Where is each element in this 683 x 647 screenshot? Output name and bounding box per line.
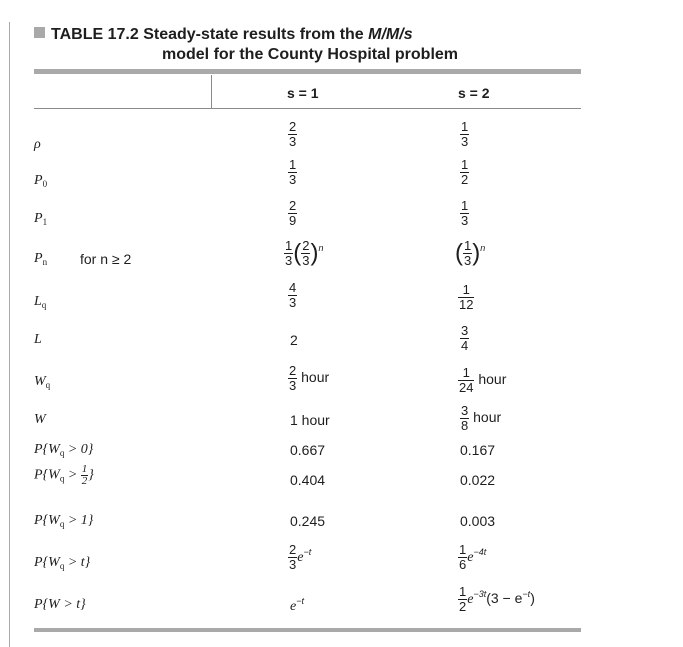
row-label-pwqhalf: $P\{W_q$ > $\frac{1}{2}$ } bbox=[34, 463, 94, 487]
col-header-s2: s = 2 bbox=[458, 85, 490, 101]
row-label-w: W bbox=[34, 412, 46, 427]
s1-pwqt: $\frac{2}{3}$ $e^{-t}$ bbox=[289, 542, 312, 572]
row-label-p1: $P_1$ bbox=[34, 211, 48, 227]
row-label-pwqt: $P\{W_q > t\}$ bbox=[34, 555, 91, 571]
bottom-rule bbox=[34, 628, 581, 632]
s2-lq: $\frac{1}{12}$ bbox=[459, 282, 474, 312]
s2-p1: $\frac{1}{3}$ bbox=[461, 198, 469, 228]
s2-p0: $\frac{1}{2}$ bbox=[461, 157, 469, 187]
s2-pwqt: $\frac{1}{6}$ $e^{-4t}$ bbox=[459, 542, 487, 572]
s1-w: 1 hour bbox=[290, 412, 330, 428]
s1-p0: $\frac{1}{3}$ bbox=[289, 157, 297, 187]
s2-rho: $\frac{1}{3}$ bbox=[461, 119, 469, 149]
s1-pwq0: 0.667 bbox=[290, 442, 326, 458]
top-rule bbox=[34, 69, 581, 74]
s2-w: $\frac{3}{8}$ hour bbox=[461, 403, 502, 433]
row-label-pwt: P{W > t} bbox=[34, 597, 86, 612]
header-rule bbox=[34, 108, 581, 109]
header-column-separator bbox=[211, 75, 212, 109]
s2-pwqhalf: 0.022 bbox=[460, 472, 496, 488]
s1-wq: $\frac{2}{3}$ hour bbox=[289, 363, 330, 393]
pn-condition: for n ≥ 2 bbox=[80, 251, 132, 267]
s1-p1: $\frac{2}{9}$ bbox=[289, 198, 297, 228]
s2-pn: ( $\frac{1}{3}$ )$^n$ bbox=[455, 238, 486, 268]
s1-pwt: $e^{-t}$ bbox=[290, 596, 304, 614]
row-label-pn: $P_n$ for n ≥ 2 bbox=[34, 251, 132, 267]
s2-pwq0: 0.167 bbox=[460, 442, 496, 458]
table-label: TABLE 17.2 bbox=[51, 26, 139, 43]
title-model: M/M/s bbox=[368, 26, 413, 43]
table-title bbox=[34, 25, 459, 63]
col-header-s1: s = 1 bbox=[287, 85, 319, 101]
title-line1: Steady-state results from the bbox=[143, 26, 369, 43]
row-label-p0: $P_0$ bbox=[34, 173, 48, 189]
row-label-lq: $L_q$ bbox=[34, 294, 47, 310]
s1-pwq1: 0.245 bbox=[290, 513, 326, 529]
left-margin-rule bbox=[9, 22, 10, 647]
row-label-pwq1: $P\{W_q > 1\}$ bbox=[34, 513, 94, 529]
s1-pwqhalf: 0.404 bbox=[290, 472, 326, 488]
s1-pn: $\frac{1}{3}$ ( $\frac{2}{3}$ )$^n$ bbox=[285, 238, 324, 268]
s2-wq: $\frac{1}{24}$ hour bbox=[459, 365, 507, 395]
s2-pwt: $\frac{1}{2}$ $e^{-3t}(3 - e^{-t})$ bbox=[459, 584, 535, 614]
row-label-l: L bbox=[34, 332, 42, 347]
s1-rho: $\frac{2}{3}$ bbox=[289, 119, 297, 149]
title-line2: model for the County Hospital problem bbox=[162, 46, 459, 63]
s2-pwq1: 0.003 bbox=[460, 513, 496, 529]
s1-l: 2 bbox=[290, 332, 298, 348]
square-bullet-icon bbox=[34, 27, 45, 38]
row-label-pwq0: $P\{W_q > 0\}$ bbox=[34, 442, 94, 458]
s1-lq: $\frac{4}{3}$ bbox=[289, 280, 297, 310]
s2-l: $\frac{3}{4}$ bbox=[461, 323, 469, 353]
row-label-wq: $W_q$ bbox=[34, 374, 51, 390]
row-label-rho: ρ bbox=[34, 137, 41, 152]
